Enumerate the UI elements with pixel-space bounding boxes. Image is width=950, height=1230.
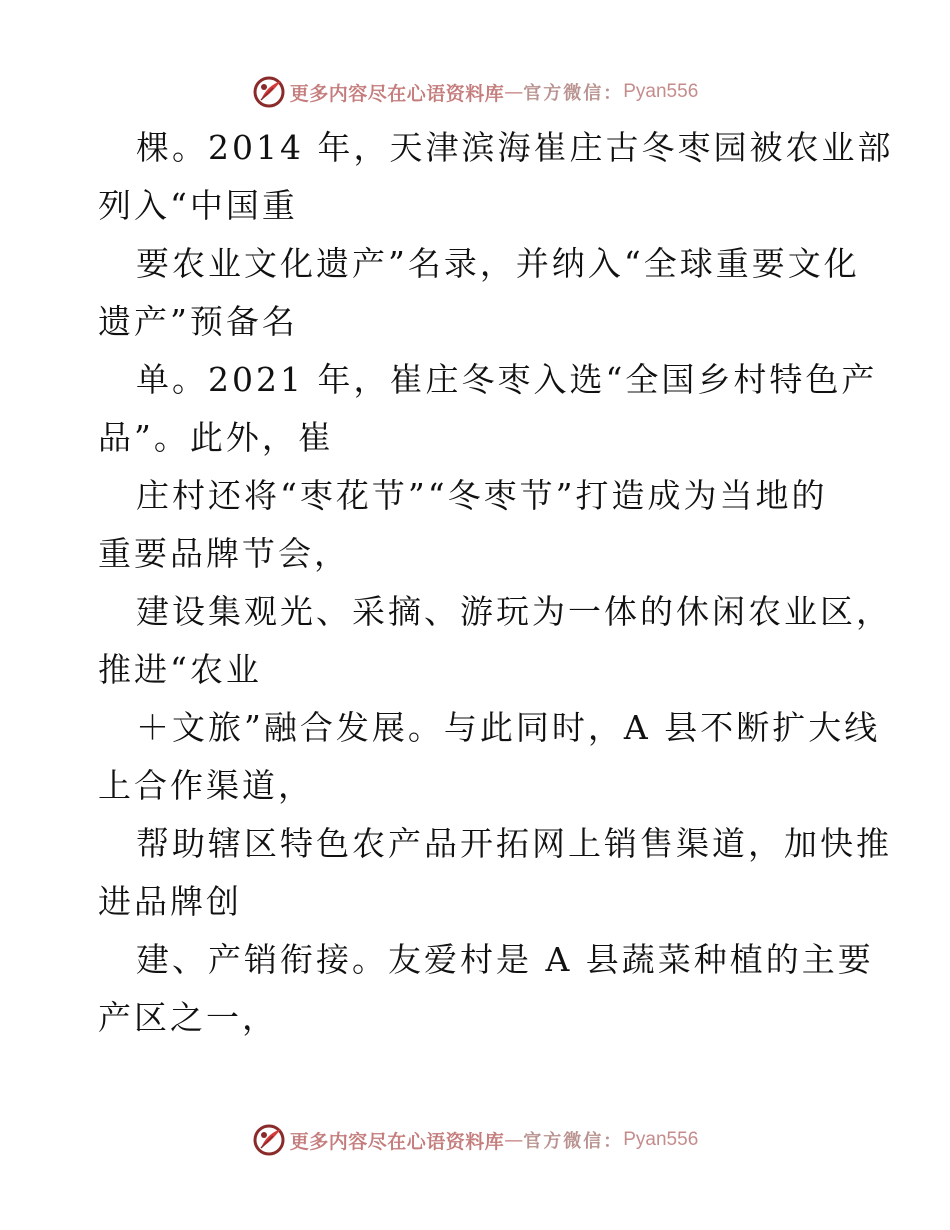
body-line-16: 产区之一， (98, 998, 278, 1037)
footer-wechat-label: 官方微信： (523, 1131, 624, 1152)
body-line-11: ＋文旅”融合发展。与此同时，A 县不断扩大线 (136, 708, 881, 747)
body-line-9: 建设集观光、采摘、游玩为一体的休闲农业区， (136, 592, 892, 631)
header-wechat-label: 官方微信： (523, 83, 624, 104)
body-line-5: 单。2021 年，崔庄冬枣入选“全国乡村特色产 (136, 360, 878, 399)
body-line-10: 推进“农业 (98, 650, 262, 689)
body-line-8: 重要品牌节会， (98, 534, 350, 573)
header-brand-text: 更多内容尽在心语资料库 (289, 82, 505, 105)
body-line-15: 建、产销衔接。友爱村是 A 县蔬菜种植的主要 (136, 940, 874, 979)
header-wechat-account: Pyan556 (623, 81, 699, 102)
body-line-7: 庄村还将“枣花节”“冬枣节”打造成为当地的 (136, 476, 828, 515)
footer-banner (0, 1120, 950, 1160)
body-line-6: 品”。此外，崔 (98, 418, 334, 457)
footer-brand-text: 更多内容尽在心语资料库 (289, 1130, 505, 1153)
feather-pen-circle-icon (252, 1123, 286, 1157)
footer-separator: — (504, 1129, 524, 1151)
body-line-13: 帮助辖区特色农产品开拓网上销售渠道，加快推 (136, 824, 892, 863)
body-line-1: 棵。2014 年，天津滨海崔庄古冬枣园被农业部 (136, 128, 894, 167)
body-line-12: 上合作渠道， (98, 766, 314, 805)
body-line-4: 遗产”预备名 (98, 302, 298, 341)
body-line-2: 列入“中国重 (98, 186, 298, 225)
body-line-3: 要农业文化遗产”名录，并纳入“全球重要文化 (136, 244, 860, 283)
header-separator: — (504, 81, 524, 103)
body-line-14: 进品牌创 (98, 882, 242, 921)
footer-wechat-account: Pyan556 (623, 1129, 699, 1150)
